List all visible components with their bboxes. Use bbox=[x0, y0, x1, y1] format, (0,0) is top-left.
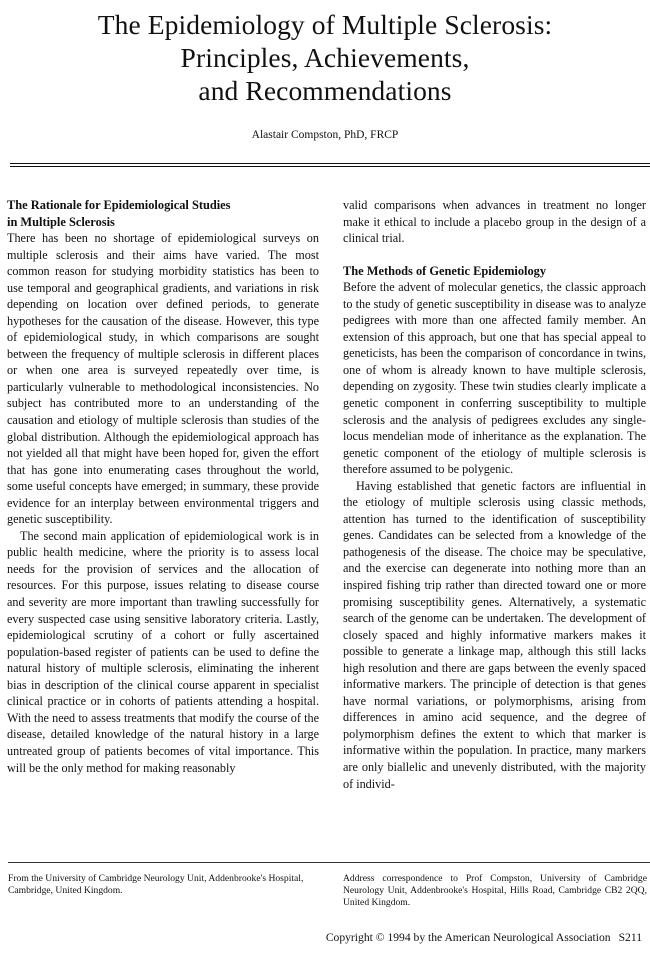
header-rule-upper bbox=[10, 163, 650, 164]
section-heading-rationale-line2: in Multiple Sclerosis bbox=[7, 214, 115, 229]
title-line-1: The Epidemiology of Multiple Sclerosis: bbox=[97, 9, 553, 40]
copyright-line bbox=[326, 931, 642, 944]
paragraph-genetic-1: Before the advent of molecular genetics, the classic approach to the study of genetic susceptibility in disease was to analyze pedigrees with more than one affected family member. An extension of this approach, but one that has special appeal to geneticists, has been the comparison of concordance in twins, one of whom is already known to have multiple sclerosis, depending on zygosity. These twin studies clearly implicate a genetic component in conferring susceptibility to multiple sclerosis and the analysis of pedigrees excludes any single-locus mendelian mode of inheritance as the explanation. The genetic component of the etiology of multiple sclerosis is therefore assumed to be polygenic. bbox=[343, 280, 646, 477]
title-line-2: Principles, Achievements, bbox=[180, 42, 470, 73]
left-column bbox=[7, 197, 319, 776]
page-number: S211 bbox=[618, 931, 642, 944]
title-line-3: and Recommendations bbox=[198, 75, 452, 106]
paragraph-rationale-continued: valid comparisons when advances in treatment no longer make it ethical to include a placebo group in the design of a clinical trial. bbox=[343, 198, 646, 246]
correspondence-footnote: Address correspondence to Prof Compston, University of Cambridge Neurology Unit, Addenbrooke's Hospital, Hills Road, Cambridge CB2 2QQ, United Kingdom. bbox=[343, 873, 647, 909]
paragraph-genetic-2: Having established that genetic factors are influential in the etiology of multiple sclerosis using classic methods, attention has turned to the identification of susceptibility genes. Candidates can be selected from a knowledge of the pathogenesis of the disease. The choice may be speculative, and the exercise can degenerate into nothing more than an inspired fishing trip rather than directed toward one or more promising susceptibility genes. Alternatively, a systematic search of the genome can be undertaken. The development of closely spaced and highly informative markers makes it possible to generate a linkage map, although this still lacks high resolution and there are gaps between the evenly spaced informative markers. The principle of detection is that genes have normal variations, or polymorphisms, arising from differences in amino acid sequence, and the degree of polymorphism defines the extent to which that marker is informative within the population. In practice, many markers are only biallelic and unevenly distributed, with the majority of individ- bbox=[343, 478, 646, 791]
affiliation-footnote: From the University of Cambridge Neurology Unit, Addenbrooke's Hospital, Cambridge, United Kingdom. bbox=[8, 873, 304, 897]
paragraph-rationale-1: There has been no shortage of epidemiological surveys on multiple sclerosis and their aims have varied. The most common reason for studying morbidity statistics has been to use temporal and geographical gradients, and variations in risk depending on location over defined periods, to generate hypotheses for the causation of the disease. However, this type of epidemiological study, in which comparisons are sought between the frequency of multiple sclerosis in different places or when one area is surveyed repeatedly over time, is particularly vulnerable to methodological inconsistencies. No subject has contributed more to an understanding of the causation and etiology of multiple sclerosis than studies of the global distribution. Although the epidemiological approach has not yielded all that might have been hoped for, given the effort that has gone into enumerating cases throughout the world, some useful concepts have emerged; in summary, these provide evidence for an interplay between environmental triggers and genetic susceptibility. bbox=[7, 231, 319, 527]
header-rule-lower bbox=[10, 166, 650, 167]
footnote-rule bbox=[8, 862, 650, 863]
section-heading-rationale-line1: The Rationale for Epidemiological Studies bbox=[7, 198, 231, 212]
right-column bbox=[343, 197, 646, 792]
copyright-text: Copyright © 1994 by the American Neurological Association bbox=[325, 931, 611, 944]
paragraph-rationale-2: The second main application of epidemiological work is in public health medicine, where the priority is to assess local needs for the provision of services and the allocation of resources. For this purpose, issues relating to disease course and severity are more important than trawling successfully for every suspected case using sensitive laboratory criteria. Lastly, epidemiological scrutiny of a cohort or fully ascertained population-based register of patients can be used to define the natural history of multiple sclerosis, eliminating the inherent bias in description of the clinical course apparent in specialist clinical practice or in cohorts of patients attending a hospital. With the need to assess treatments that modify the course of the disease, detailed knowledge of the natural history in a large untreated group of patients becomes of vital importance. This will be the only method for making reasonably bbox=[7, 528, 319, 775]
section-heading-rationale bbox=[7, 197, 319, 230]
section-heading-genetic-methods: The Methods of Genetic Epidemiology bbox=[343, 263, 547, 278]
article-title bbox=[20, 8, 630, 107]
author-byline: Alastair Compston, PhD, FRCP bbox=[251, 129, 399, 141]
